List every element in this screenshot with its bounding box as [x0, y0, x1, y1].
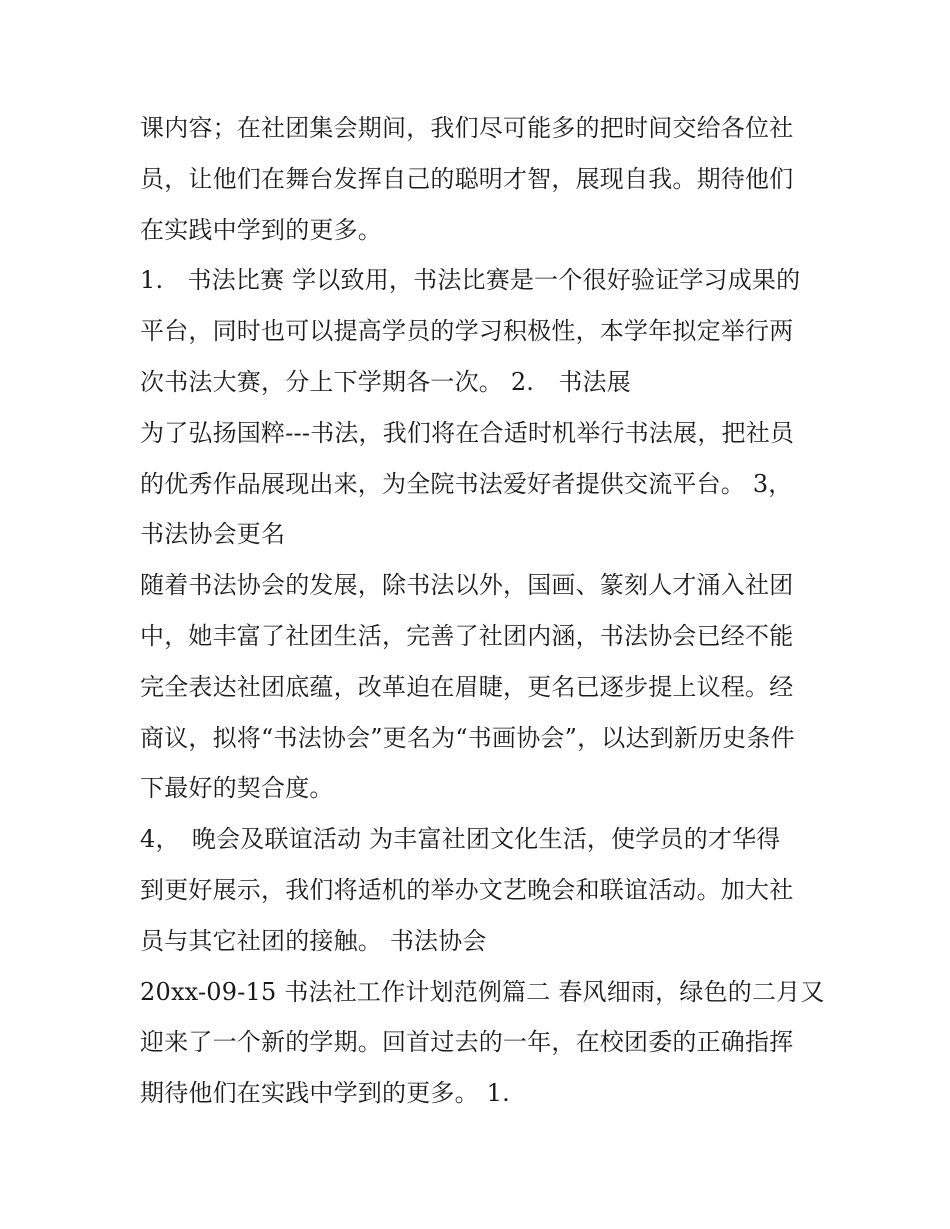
- text-line: 在实践中学到的更多。: [140, 216, 382, 244]
- text-line: 完全表达社团底蕴，改革迫在眉睫，更名已逐步提上议程。经: [140, 673, 794, 701]
- text-line: 下最好的契合度。: [140, 774, 334, 802]
- text-line: 书法协会更名: [140, 520, 286, 548]
- text-line: 中，她丰富了社团生活，完善了社团内涵，书法协会已经不能: [140, 622, 794, 650]
- text-line: 期待他们在实践中学到的更多。 1.: [140, 1079, 510, 1107]
- text-line: 商议，拟将“书法协会”更名为“书画协会”，以达到新历史条件: [140, 724, 795, 752]
- text-line: 迎来了一个新的学期。回首过去的一年，在校团委的正确指挥: [140, 1028, 794, 1056]
- text-line: 员与其它社团的接触。 书法协会: [140, 927, 487, 955]
- text-line: 20xx-09-15 书法社工作计划范例篇二 春风细雨，绿色的二月又: [140, 978, 825, 1006]
- text-line: 员，让他们在舞台发挥自己的聪明才智，展现自我。期待他们: [140, 165, 794, 193]
- text-line: 1. 书法比赛 学以致用，书法比赛是一个很好验证学习成果的: [140, 266, 801, 294]
- text-line: 到更好展示，我们将适机的举办文艺晚会和联谊活动。加大社: [140, 876, 794, 904]
- text-line: 4， 晚会及联谊活动 为丰富社团文化生活，使学员的才华得: [140, 825, 781, 853]
- text-line: 次书法大赛，分上下学期各一次。 2. 书法展: [140, 368, 631, 396]
- text-line: 为了弘扬国粹---书法，我们将在合适时机举行书法展，把社员: [140, 419, 795, 447]
- text-line: 的优秀作品展现出来，为全院书法爱好者提供交流平台。 3，: [140, 470, 793, 498]
- text-line: 课内容；在社团集会期间，我们尽可能多的把时间交给各位社: [140, 114, 794, 142]
- text-line: 平台，同时也可以提高学员的学习积极性，本学年拟定举行两: [140, 317, 794, 345]
- text-line: 随着书法协会的发展，除书法以外，国画、篆刻人才涌入社团: [140, 571, 794, 599]
